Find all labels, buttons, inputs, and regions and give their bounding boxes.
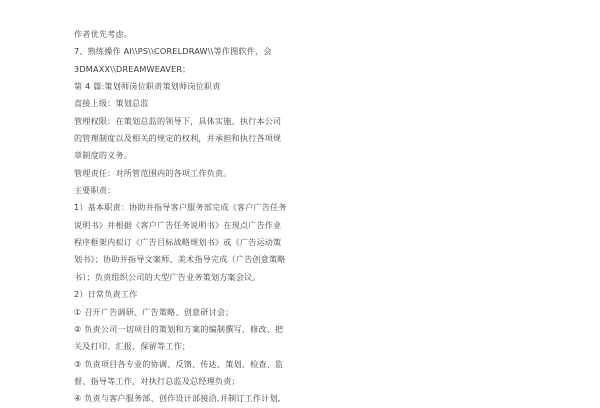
document-line: 督、指导等工作，对执行总监及总经理负责； — [74, 375, 240, 386]
document-line: 1）基本职责：协助并指导客户服务部完成《客户广告任务 — [74, 202, 287, 213]
document-line: ③ 负责项目各专业的协调、反馈、传达、策划、检查、监 — [74, 358, 284, 369]
document-line: 关及打印、汇报、保留等工作； — [74, 341, 191, 352]
document-line: ② 负责公司一切项目的策划和方案的编制撰写、修改、把 — [74, 323, 284, 334]
document-line: 7、熟练操作 AI\\PS\\CORELDRAW\\等作图软件，会 — [74, 46, 272, 57]
document-line: 管理权限：在策划总监的领导下，具体实施、执行本公司 — [74, 115, 282, 126]
document-line: ① 召开广告调研、广告策略、创意研讨会； — [74, 306, 234, 317]
document-line: 划书》；协助并指导文案师、美术指导完成（广告创意策略 — [74, 254, 286, 265]
document-line: 书）；负责组织公司的大型广告业务策划方案会议。 — [74, 271, 261, 282]
document-line: 章制度的义务。 — [74, 150, 133, 161]
document-line: 程序框架内拟订《广告目标战略规划书》或《广告运动策 — [74, 237, 282, 248]
document-line: ④ 负责与客户服务部、创作设计部接洽,并制订工作计划, — [74, 393, 281, 404]
document-line: 管理责任：对所管范围内的各项工作负责。 — [74, 167, 232, 178]
document-body — [74, 26, 526, 408]
document-line: 3DMAXX\\DREAMWEAVER； — [74, 63, 191, 74]
document-line: 说明书》并根据《客户广告任务说明书》在现点广告作业 — [74, 219, 282, 230]
document-line: 2）日常负责工作 — [74, 289, 138, 300]
document-line: 的管理制度以及相关的规定的权利，并承担和执行各项规 — [74, 133, 282, 144]
document-line: 第 4 篇:策划师岗位职责策划师岗位职责 — [74, 81, 221, 92]
document-line: 主要职责： — [74, 185, 116, 196]
document-line: 直接上级：策划总监 — [74, 98, 149, 109]
document-line: 作者优先考虑。 — [74, 29, 133, 39]
